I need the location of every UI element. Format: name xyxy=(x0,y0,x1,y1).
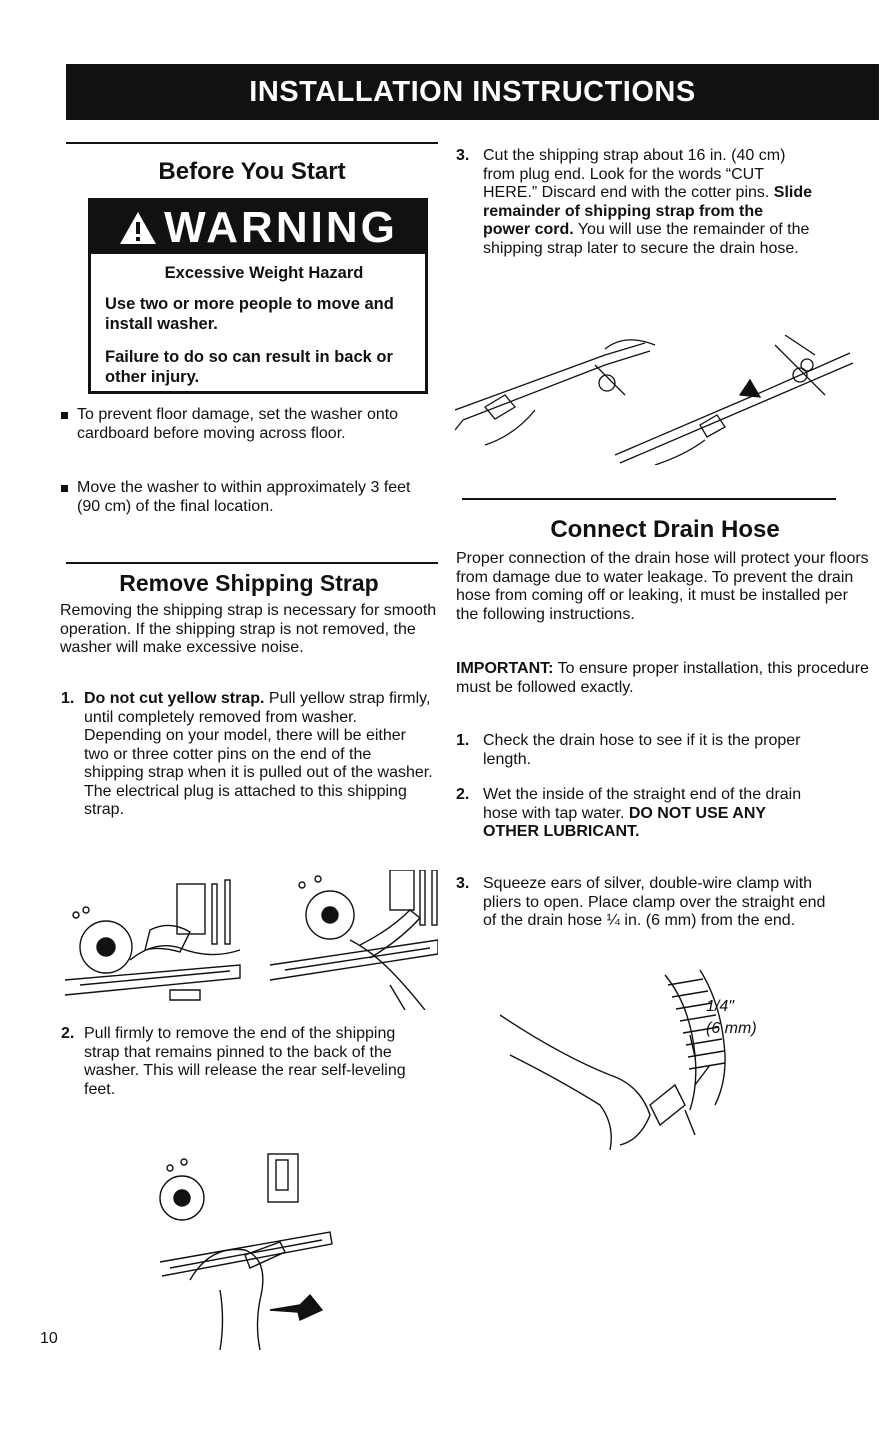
remove-step-1-text: Pull yellow strap firmly, until completely removed from washer. Depending on your model, there will be either two or three cotter pins on the end of the shipping strap when it is pulled out of the washer. The electrical plug is attached to this shipping strap. xyxy=(84,690,433,818)
warning-consequence: Failure to do so can result in back or other injury. xyxy=(105,348,393,386)
drain-step-3: Squeeze ears of silver, double-wire clamp with pliers to open. Place clamp over the straight end of the drain hose ¼ in. (6 mm) from the end. xyxy=(483,875,826,929)
cut-strap-step xyxy=(483,147,813,258)
important-text: To ensure proper installation, this procedure must be followed exactly. xyxy=(456,660,869,696)
remove-step-1-warning: Do not cut yellow strap. xyxy=(84,690,265,707)
dimension-inch: 1/4" xyxy=(706,998,734,1015)
before-bullet-1: To prevent floor damage, set the washer onto cardboard before moving across floor. xyxy=(77,406,399,442)
drain-step-2-text: Wet the inside of the straight end of the drain hose with tap water. xyxy=(483,786,802,822)
drain-important xyxy=(456,660,872,697)
warning-instruction: Use two or more people to move and install washer. xyxy=(105,295,394,333)
cut-strap-text-b: You will use the remainder of the shipping strap later to secure the drain hose. xyxy=(483,221,810,257)
section-rule xyxy=(66,562,438,564)
remove-step-1 xyxy=(84,690,434,820)
bullet-marker xyxy=(61,485,68,492)
drain-step-2 xyxy=(483,786,823,842)
hose-clamp-illustration xyxy=(500,965,800,1150)
cut-strap-illustration xyxy=(455,335,855,465)
step-number: 2. xyxy=(456,786,470,803)
step-number: 3. xyxy=(456,147,470,164)
remove-step-2: Pull firmly to remove the end of the shipping strap that remains pinned to the back of the washer. This will release the rear self-leveling feet. xyxy=(84,1025,406,1098)
step-number: 1. xyxy=(456,732,470,749)
bullet-marker xyxy=(61,412,68,419)
cut-strap-bold: Slide remainder of shipping strap from the power cord. xyxy=(483,184,813,238)
step-number: 1. xyxy=(61,690,75,707)
warning-label: WARNING xyxy=(164,202,398,252)
drain-step-2-bold: DO NOT USE ANY OTHER LUBRICANT. xyxy=(483,804,766,840)
section-rule xyxy=(66,142,438,144)
drain-intro: Proper connection of the drain hose will protect your floors from damage due to water leakage. To prevent the drain hose from coming off or leaking, it must be installed per the following instructions. xyxy=(456,550,869,623)
page-number: 10 xyxy=(40,1330,58,1347)
important-label: IMPORTANT: xyxy=(456,660,554,677)
remove-pinned-end-illustration xyxy=(150,1150,350,1350)
before-title: Before You Start xyxy=(158,158,346,185)
remove-intro: Removing the shipping strap is necessary for smooth operation. If the shipping strap is not removed, the washer will make excessive noise. xyxy=(60,602,437,656)
step-number: 2. xyxy=(61,1025,75,1042)
before-bullet-2: Move the washer to within approximately 3 feet (90 cm) of the final location. xyxy=(77,479,411,515)
warning-triangle-icon xyxy=(118,210,158,246)
drain-step-1: Check the drain hose to see if it is the proper length. xyxy=(483,732,801,768)
step-number: 3. xyxy=(456,875,470,892)
warning-box xyxy=(88,198,428,394)
dimension-mm: (6 mm) xyxy=(706,1020,757,1037)
warning-hazard: Excessive Weight Hazard xyxy=(164,264,364,282)
remove-title: Remove Shipping Strap xyxy=(119,570,379,596)
warning-header xyxy=(91,201,425,254)
drain-title: Connect Drain Hose xyxy=(550,516,780,543)
section-rule xyxy=(462,498,836,500)
section-banner: INSTALLATION INSTRUCTIONS xyxy=(66,64,879,120)
pull-strap-illustration xyxy=(60,870,438,1010)
cut-strap-text-a: Cut the shipping strap about 16 in. (40 cm) from plug end. Look for the words “CUT HERE.” Discard end with the cotter pins. xyxy=(483,147,786,201)
